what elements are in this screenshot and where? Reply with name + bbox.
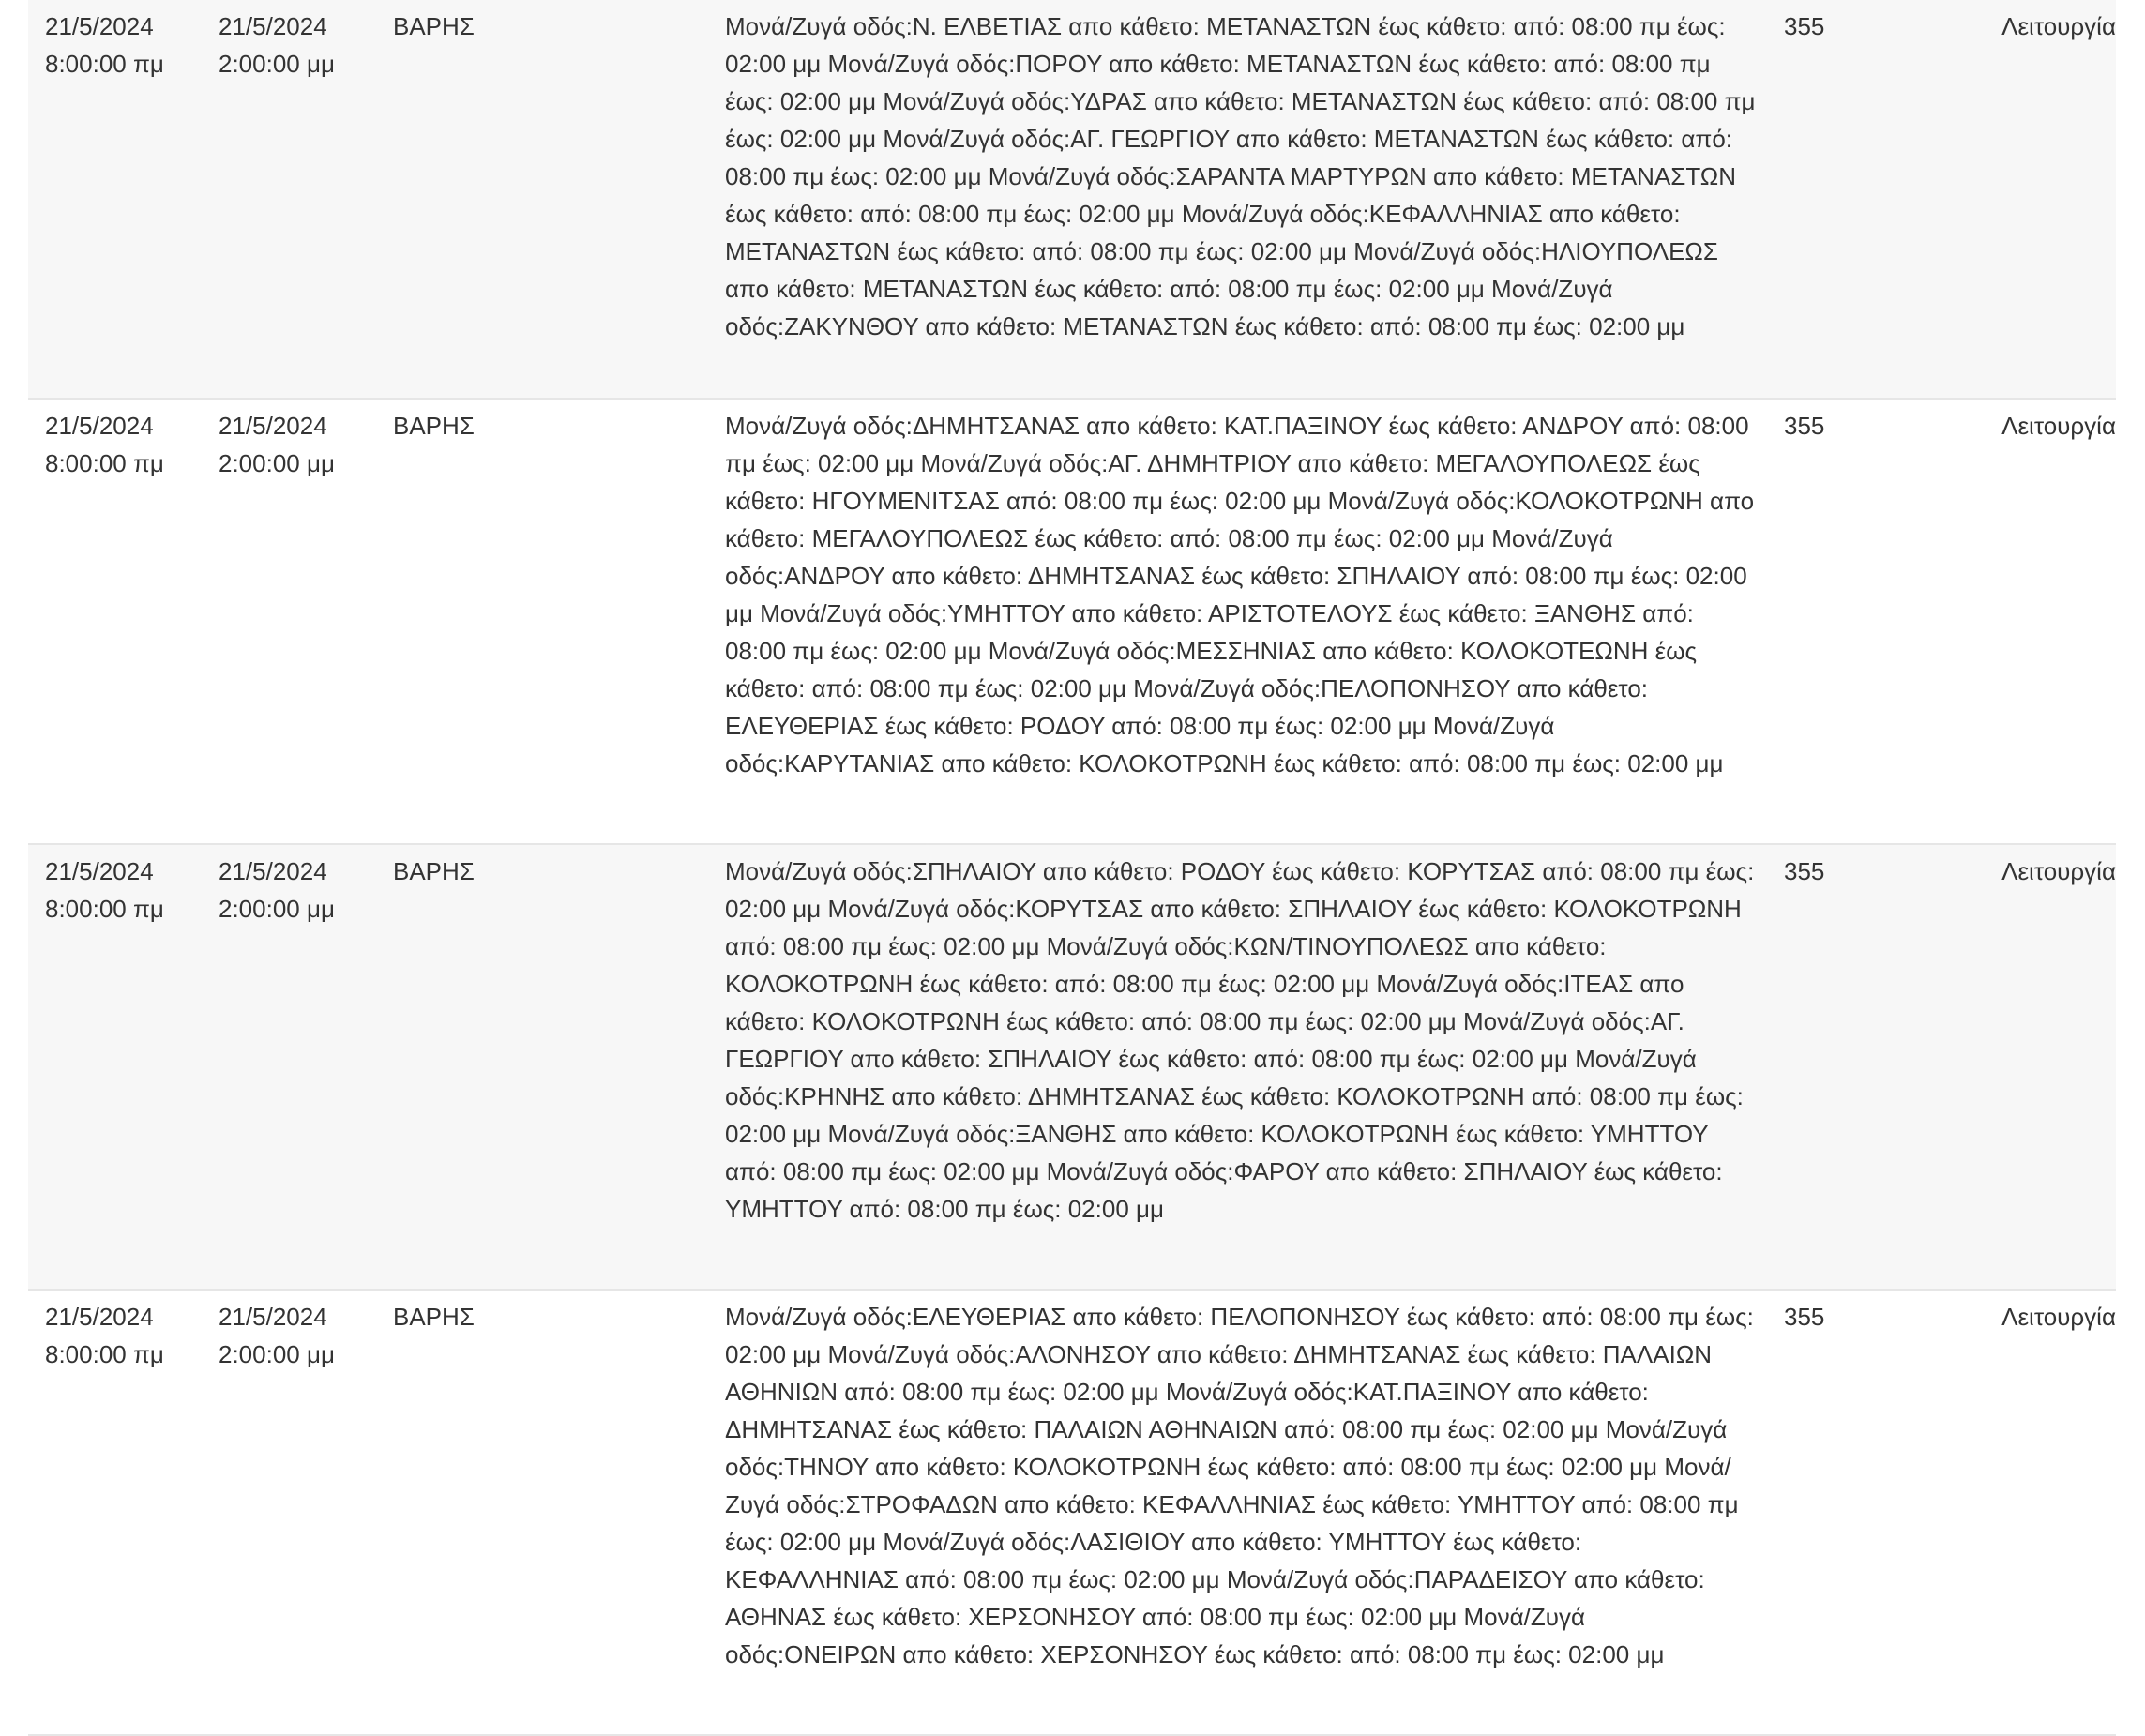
end-time: 2:00:00 μμ (219, 1340, 335, 1368)
code-cell (1769, 0, 1943, 399)
outage-description: Μονά/Ζυγά οδός:ΕΛΕΥΘΕΡΙΑΣ απο κάθετο: ΠΕΛΟΠΟΝΗΣΟΥ έως κάθετο: από: 08:00 πμ έως: 02:00 μμ Μονά/Ζυγά οδός:ΑΛΟΝΗΣΟΥ απο κάθετο: ΔΗΜΗΤΣΑΝΑΣ έως κάθετο: ΠΑΛΑΙΩΝ ΑΘΗΝΙΩΝ από: 08:00 πμ έως: 02:00 μμ Μονά/Ζυγά οδός:ΚΑΤ.ΠΑΞΙΝΟΥ απο κάθετο: ΔΗΜΗΤΣΑΝΑΣ έως κάθετο: ΠΑΛΑΙΩΝ ΑΘΗΝΑΙΩΝ από: 08:00 πμ έως: 02:00 μμ Μονά/Ζυγά οδός:ΤΗΝΟΥ απο κάθετο: ΚΟΛΟΚΟΤΡΩΝΗ έως κάθετο: από: 08:00 πμ έως: 02:00 μμ Μονά/Ζυγά οδός:ΣΤΡΟΦΑΔΩΝ απο κάθετο: ΚΕΦΑΛΛΗΝΙΑΣ έως κάθετο: ΥΜΗΤΤΟΥ από: 08:00 πμ έως: 02:00 μμ Μονά/Ζυγά οδός:ΛΑΣΙΘΙΟΥ απο κάθετο: ΥΜΗΤΤΟΥ έως κάθετο: ΚΕΦΑΛΛΗΝΙΑΣ από: 08:00 πμ έως: 02:00 μμ Μονά/Ζυγά οδός:ΠΑΡΑΔΕΙΣΟΥ απο κάθετο: ΑΘΗΝΑΣ έως κάθετο: ΧΕΡΣΟΝΗΣΟΥ από: 08:00 πμ έως: 02:00 μμ Μονά/Ζυγά οδός:ΟΝΕΙΡΩΝ απο κάθετο: ΧΕΡΣΟΝΗΣΟΥ έως κάθετο: από: 08:00 πμ έως: 02:00 μμ (725, 1303, 1754, 1668)
outage-description: Μονά/Ζυγά οδός:ΣΠΗΛΑΙΟΥ απο κάθετο: ΡΟΔΟΥ έως κάθετο: ΚΟΡΥΤΣΑΣ από: 08:00 πμ έως: 02:00 μμ Μονά/Ζυγά οδός:ΚΟΡΥΤΣΑΣ απο κάθετο: ΣΠΗΛΑΙΟΥ έως κάθετο: ΚΟΛΟΚΟΤΡΩΝΗ από: 08:00 πμ έως: 02:00 μμ Μονά/Ζυγά οδός:ΚΩΝ/ΤΙΝΟΥΠΟΛΕΩΣ απο κάθετο: ΚΟΛΟΚΟΤΡΩΝΗ έως κάθετο: από: 08:00 πμ έως: 02:00 μμ Μονά/Ζυγά οδός:ΙΤΕΑΣ απο κάθετο: ΚΟΛΟΚΟΤΡΩΝΗ έως κάθετο: από: 08:00 πμ έως: 02:00 μμ Μονά/Ζυγά οδός:ΑΓ. ΓΕΩΡΓΙΟΥ απο κάθετο: ΣΠΗΛΑΙΟΥ έως κάθετο: από: 08:00 πμ έως: 02:00 μμ Μονά/Ζυγά οδός:ΚΡΗΝΗΣ απο κάθετο: ΔΗΜΗΤΣΑΝΑΣ έως κάθετο: ΚΟΛΟΚΟΤΡΩΝΗ από: 08:00 πμ έως: 02:00 μμ Μονά/Ζυγά οδός:ΞΑΝΘΗΣ απο κάθετο: ΚΟΛΟΚΟΤΡΩΝΗ έως κάθετο: ΥΜΗΤΤΟΥ από: 08:00 πμ έως: 02:00 μμ Μονά/Ζυγά οδός:ΦΑΡΟΥ απο κάθετο: ΣΠΗΛΑΙΟΥ έως κάθετο: ΥΜΗΤΤΟΥ από: 08:00 πμ έως: 02:00 μμ (725, 857, 1755, 1223)
start-time: 8:00:00 πμ (45, 895, 164, 923)
outages-table (28, 0, 2116, 1736)
end-time: 2:00:00 μμ (219, 895, 335, 923)
table-row (28, 844, 2116, 1290)
type-cell (1943, 1290, 2116, 1735)
table-row (28, 0, 2116, 399)
outage-description: Μονά/Ζυγά οδός:Ν. ΕΛΒΕΤΙΑΣ απο κάθετο: ΜΕΤΑΝΑΣΤΩΝ έως κάθετο: από: 08:00 πμ έως: 02:00 μμ Μονά/Ζυγά οδός:ΠΟΡΟΥ απο κάθετο: ΜΕΤΑΝΑΣΤΩΝ έως κάθετο: από: 08:00 πμ έως: 02:00 μμ Μονά/Ζυγά οδός:ΥΔΡΑΣ απο κάθετο: ΜΕΤΑΝΑΣΤΩΝ έως κάθετο: από: 08:00 πμ έως: 02:00 μμ Μονά/Ζυγά οδός:ΑΓ. ΓΕΩΡΓΙΟΥ απο κάθετο: ΜΕΤΑΝΑΣΤΩΝ έως κάθετο: από: 08:00 πμ έως: 02:00 μμ Μονά/Ζυγά οδός:ΣΑΡΑΝΤΑ ΜΑΡΤΥΡΩΝ απο κάθετο: ΜΕΤΑΝΑΣΤΩΝ έως κάθετο: από: 08:00 πμ έως: 02:00 μμ Μονά/Ζυγά οδός:ΚΕΦΑΛΛΗΝΙΑΣ απο κάθετο: ΜΕΤΑΝΑΣΤΩΝ έως κάθετο: από: 08:00 πμ έως: 02:00 μμ Μονά/Ζυγά οδός:ΗΛΙΟΥΠΟΛΕΩΣ απο κάθετο: ΜΕΤΑΝΑΣΤΩΝ έως κάθετο: από: 08:00 πμ έως: 02:00 μμ Μονά/Ζυγά οδός:ΖΑΚΥΝΘΟΥ απο κάθετο: ΜΕΤΑΝΑΣΤΩΝ έως κάθετο: από: 08:00 πμ έως: 02:00 μμ (725, 12, 1756, 340)
description-cell (725, 0, 1769, 399)
area-name: ΒΑΡΗΣ (393, 12, 475, 40)
start-time: 8:00:00 πμ (45, 1340, 164, 1368)
end-date: 21/5/2024 (219, 412, 327, 440)
end-cell (202, 844, 376, 1290)
area-name: ΒΑΡΗΣ (393, 857, 475, 885)
end-date: 21/5/2024 (219, 1303, 327, 1331)
code-cell (1769, 1290, 1943, 1735)
start-time: 8:00:00 πμ (45, 449, 164, 477)
start-date: 21/5/2024 (45, 857, 154, 885)
start-date: 21/5/2024 (45, 12, 154, 40)
end-time: 2:00:00 μμ (219, 449, 335, 477)
outage-type: Λειτουργία (2001, 412, 2116, 440)
end-date: 21/5/2024 (219, 12, 327, 40)
table-row (28, 1290, 2116, 1735)
area-cell (376, 844, 725, 1290)
start-cell (28, 844, 202, 1290)
end-time: 2:00:00 μμ (219, 50, 335, 78)
outage-code: 355 (1784, 12, 1825, 40)
end-cell (202, 1290, 376, 1735)
code-cell (1769, 844, 1943, 1290)
area-cell (376, 1290, 725, 1735)
type-cell (1943, 844, 2116, 1290)
type-cell (1943, 0, 2116, 399)
start-cell (28, 399, 202, 844)
description-cell (725, 844, 1769, 1290)
end-cell (202, 399, 376, 844)
start-cell (28, 0, 202, 399)
end-cell (202, 0, 376, 399)
description-cell (725, 399, 1769, 844)
start-date: 21/5/2024 (45, 1303, 154, 1331)
area-cell (376, 0, 725, 399)
area-name: ΒΑΡΗΣ (393, 1303, 475, 1331)
outage-code: 355 (1784, 412, 1825, 440)
start-time: 8:00:00 πμ (45, 50, 164, 78)
code-cell (1769, 399, 1943, 844)
start-cell (28, 1290, 202, 1735)
outage-code: 355 (1784, 1303, 1825, 1331)
area-name: ΒΑΡΗΣ (393, 412, 475, 440)
table-row (28, 399, 2116, 844)
type-cell (1943, 399, 2116, 844)
outage-type: Λειτουργία (2001, 12, 2116, 40)
start-date: 21/5/2024 (45, 412, 154, 440)
outage-code: 355 (1784, 857, 1825, 885)
area-cell (376, 399, 725, 844)
end-date: 21/5/2024 (219, 857, 327, 885)
outage-type: Λειτουργία (2001, 857, 2116, 885)
description-cell (725, 1290, 1769, 1735)
outage-type: Λειτουργία (2001, 1303, 2116, 1331)
outage-description: Μονά/Ζυγά οδός:ΔΗΜΗΤΣΑΝΑΣ απο κάθετο: ΚΑΤ.ΠΑΞΙΝΟΥ έως κάθετο: ΑΝΔΡΟΥ από: 08:00 πμ έως: 02:00 μμ Μονά/Ζυγά οδός:ΑΓ. ΔΗΜΗΤΡΙΟΥ απο κάθετο: ΜΕΓΑΛΟΥΠΟΛΕΩΣ έως κάθετο: ΗΓΟΥΜΕΝΙΤΣΑΣ από: 08:00 πμ έως: 02:00 μμ Μονά/Ζυγά οδός:ΚΟΛΟΚΟΤΡΩΝΗ απο κάθετο: ΜΕΓΑΛΟΥΠΟΛΕΩΣ έως κάθετο: από: 08:00 πμ έως: 02:00 μμ Μονά/Ζυγά οδός:ΑΝΔΡΟΥ απο κάθετο: ΔΗΜΗΤΣΑΝΑΣ έως κάθετο: ΣΠΗΛΑΙΟΥ από: 08:00 πμ έως: 02:00 μμ Μονά/Ζυγά οδός:ΥΜΗΤΤΟΥ απο κάθετο: ΑΡΙΣΤΟΤΕΛΟΥΣ έως κάθετο: ΞΑΝΘΗΣ από: 08:00 πμ έως: 02:00 μμ Μονά/Ζυγά οδός:ΜΕΣΣΗΝΙΑΣ απο κάθετο: ΚΟΛΟΚΟΤΕΩΝΗ έως κάθετο: από: 08:00 πμ έως: 02:00 μμ Μονά/Ζυγά οδός:ΠΕΛΟΠΟΝΗΣΟΥ απο κάθετο: ΕΛΕΥΘΕΡΙΑΣ έως κάθετο: ΡΟΔΟΥ από: 08:00 πμ έως: 02:00 μμ Μονά/Ζυγά οδός:ΚΑΡΥΤΑΝΙΑΣ απο κάθετο: ΚΟΛΟΚΟΤΡΩΝΗ έως κάθετο: από: 08:00 πμ έως: 02:00 μμ (725, 412, 1755, 777)
